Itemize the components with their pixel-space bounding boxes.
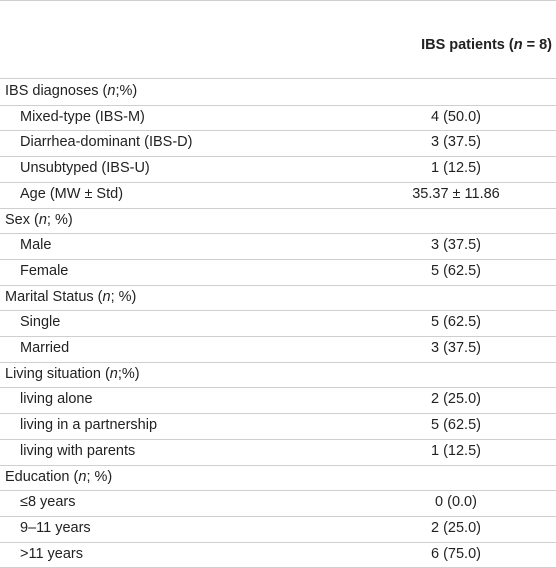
group-row: [0, 208, 556, 234]
row-value: 6 (75.0): [431, 545, 481, 562]
table-row: [0, 439, 556, 465]
row-label-italic: n: [38, 211, 47, 228]
row-label: [5, 285, 136, 311]
row-value: 2 (25.0): [431, 391, 481, 408]
row-label: ≤8 years: [20, 494, 76, 511]
row-value: 1 (12.5): [431, 160, 481, 177]
table-row: [0, 516, 556, 542]
row-value: 4 (50.0): [431, 108, 481, 125]
row-label: Diarrhea-dominant (IBS-D): [20, 134, 193, 151]
table-row: [0, 387, 556, 413]
row-value: 3 (37.5): [431, 134, 481, 151]
column-header-ibs-patients: IBS patients (n = 8): [421, 37, 552, 53]
table-row: [0, 156, 556, 182]
row-label-text: ;%): [115, 83, 138, 99]
row-label-italic: n: [107, 83, 116, 99]
row-label-text: ; %): [86, 468, 113, 485]
table-row: [0, 413, 556, 439]
row-value: 1 (12.5): [431, 442, 481, 459]
group-row: [0, 465, 556, 491]
row-label: >11 years: [20, 545, 84, 562]
row-label: [5, 465, 112, 491]
table-row: [0, 233, 556, 259]
table-row: [0, 105, 556, 131]
row-value: 5 (62.5): [431, 417, 481, 434]
table-row: [0, 130, 556, 156]
table-row: [0, 259, 556, 285]
row-value: 35.37 ± 11.86: [412, 185, 500, 202]
table-row: [0, 542, 556, 568]
table-row: [0, 490, 556, 516]
row-label-text: Education (: [5, 468, 79, 485]
row-value: 0 (0.0): [435, 494, 477, 511]
group-row: [0, 285, 556, 311]
row-value: 2 (25.0): [431, 519, 481, 536]
row-label-text: Marital Status (: [5, 288, 103, 305]
row-label-text: IBS diagnoses (: [5, 83, 108, 99]
row-label: living with parents: [20, 442, 136, 459]
row-label: [5, 79, 137, 105]
row-value: 5 (62.5): [431, 314, 481, 331]
row-value: 3 (37.5): [431, 340, 481, 356]
table-row: [0, 336, 556, 362]
top-rule: [0, 0, 556, 1]
row-label: Unsubtyped (IBS-U): [20, 160, 150, 177]
row-label: Age (MW ± Std): [20, 185, 124, 202]
row-label: Married: [20, 340, 70, 356]
group-row: [0, 362, 556, 388]
row-label: living in a partnership: [20, 417, 158, 434]
row-label-text: ; %): [110, 288, 137, 305]
row-label-italic: n: [78, 468, 87, 485]
row-label-text: Sex (: [5, 211, 39, 228]
table-row: [0, 182, 556, 208]
row-label: [5, 208, 73, 234]
row-label: living alone: [20, 391, 93, 408]
row-label-text: Living situation (: [5, 365, 110, 382]
table-row: [0, 310, 556, 336]
row-label: [5, 362, 140, 388]
row-label: Single: [20, 314, 61, 331]
row-value: 5 (62.5): [431, 262, 481, 279]
row-label-italic: n: [102, 288, 111, 305]
row-label-italic: n: [109, 365, 118, 382]
table-header: [0, 30, 556, 60]
row-label: Female: [20, 262, 69, 279]
row-label: Male: [20, 237, 52, 254]
row-label: Mixed-type (IBS-M): [20, 108, 145, 125]
group-row: [0, 79, 556, 105]
row-label-text: ;%): [117, 365, 140, 382]
row-label: 9–11 years: [20, 519, 91, 536]
row-value: 3 (37.5): [431, 237, 481, 254]
row-label-text: ; %): [46, 211, 73, 228]
